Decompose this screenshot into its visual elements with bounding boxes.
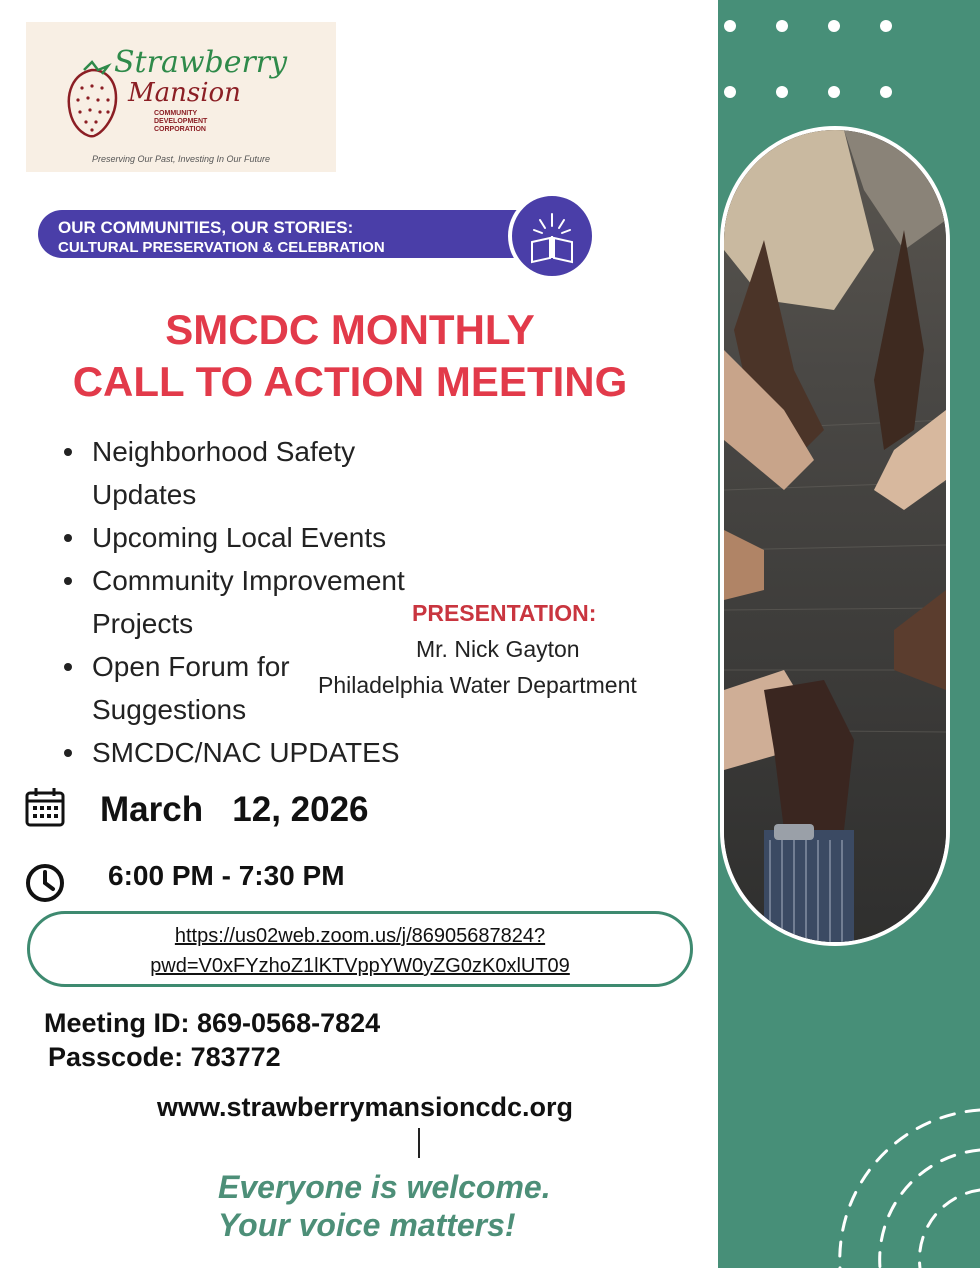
divider xyxy=(418,1128,420,1158)
agenda-item: Neighborhood Safety Updates xyxy=(60,430,420,516)
agenda-item: Community Improvement Projects xyxy=(60,559,420,645)
website-link[interactable]: www.strawberrymansioncdc.org xyxy=(156,1092,574,1122)
decor-dot xyxy=(828,86,840,98)
meeting-id: Meeting ID: 869-0568-7824 xyxy=(44,1008,381,1038)
zoom-link-line2[interactable]: pwd=V0xFYzhoZ1lKTVppYW0yZG0zK0xlUT09 xyxy=(150,955,570,977)
presenter-name: Mr. Nick Gayton xyxy=(416,636,580,662)
decor-dot xyxy=(880,20,892,32)
presentation-label: PRESENTATION: xyxy=(412,600,597,626)
decor-dot xyxy=(776,20,788,32)
strawberry-icon xyxy=(64,60,120,140)
calendar-icon xyxy=(24,786,66,828)
clock-icon xyxy=(24,862,66,904)
logo-subtitle: COMMUNITY DEVELOPMENT CORPORATION xyxy=(154,110,208,133)
decor-dot xyxy=(724,20,736,32)
decorative-arcs xyxy=(810,1090,980,1268)
zoom-link-line1[interactable]: https://us02web.zoom.us/j/86905687824? xyxy=(174,925,546,947)
meeting-passcode: Passcode: 783772 xyxy=(48,1042,281,1072)
banner-line2: CULTURAL PRESERVATION & CELEBRATION xyxy=(58,239,385,256)
decor-dot xyxy=(724,86,736,98)
logo-name-line2: Mansion xyxy=(128,78,241,108)
decor-dot xyxy=(880,86,892,98)
hands-photo xyxy=(720,126,950,946)
banner-line1: OUR COMMUNITIES, OUR STORIES: xyxy=(58,218,354,237)
agenda-item: SMCDC/NAC UPDATES xyxy=(60,731,420,774)
logo-name-line1: Strawberry xyxy=(114,45,288,80)
theme-banner xyxy=(38,210,558,258)
agenda-list xyxy=(60,430,420,774)
logo xyxy=(26,22,336,172)
meeting-title-line2: CALL TO ACTION MEETING xyxy=(72,358,628,405)
meeting-date: March 12, 2026 xyxy=(100,790,369,829)
zoom-link-box xyxy=(27,911,693,987)
closing-line2: Your voice matters! xyxy=(218,1207,516,1243)
decor-dot xyxy=(828,20,840,32)
presenter-organization: Philadelphia Water Department xyxy=(318,672,637,698)
agenda-item: Open Forum for Suggestions xyxy=(60,645,420,731)
meeting-time: 6:00 PM - 7:30 PM xyxy=(108,860,345,891)
meeting-title-line1: SMCDC MONTHLY xyxy=(165,306,535,353)
agenda-item: Upcoming Local Events xyxy=(60,516,420,559)
decor-dot xyxy=(776,86,788,98)
book-sparkle-icon xyxy=(508,192,596,280)
logo-tagline: Preserving Our Past, Investing In Our Future xyxy=(91,154,271,164)
closing-line1: Everyone is welcome. xyxy=(218,1169,551,1205)
